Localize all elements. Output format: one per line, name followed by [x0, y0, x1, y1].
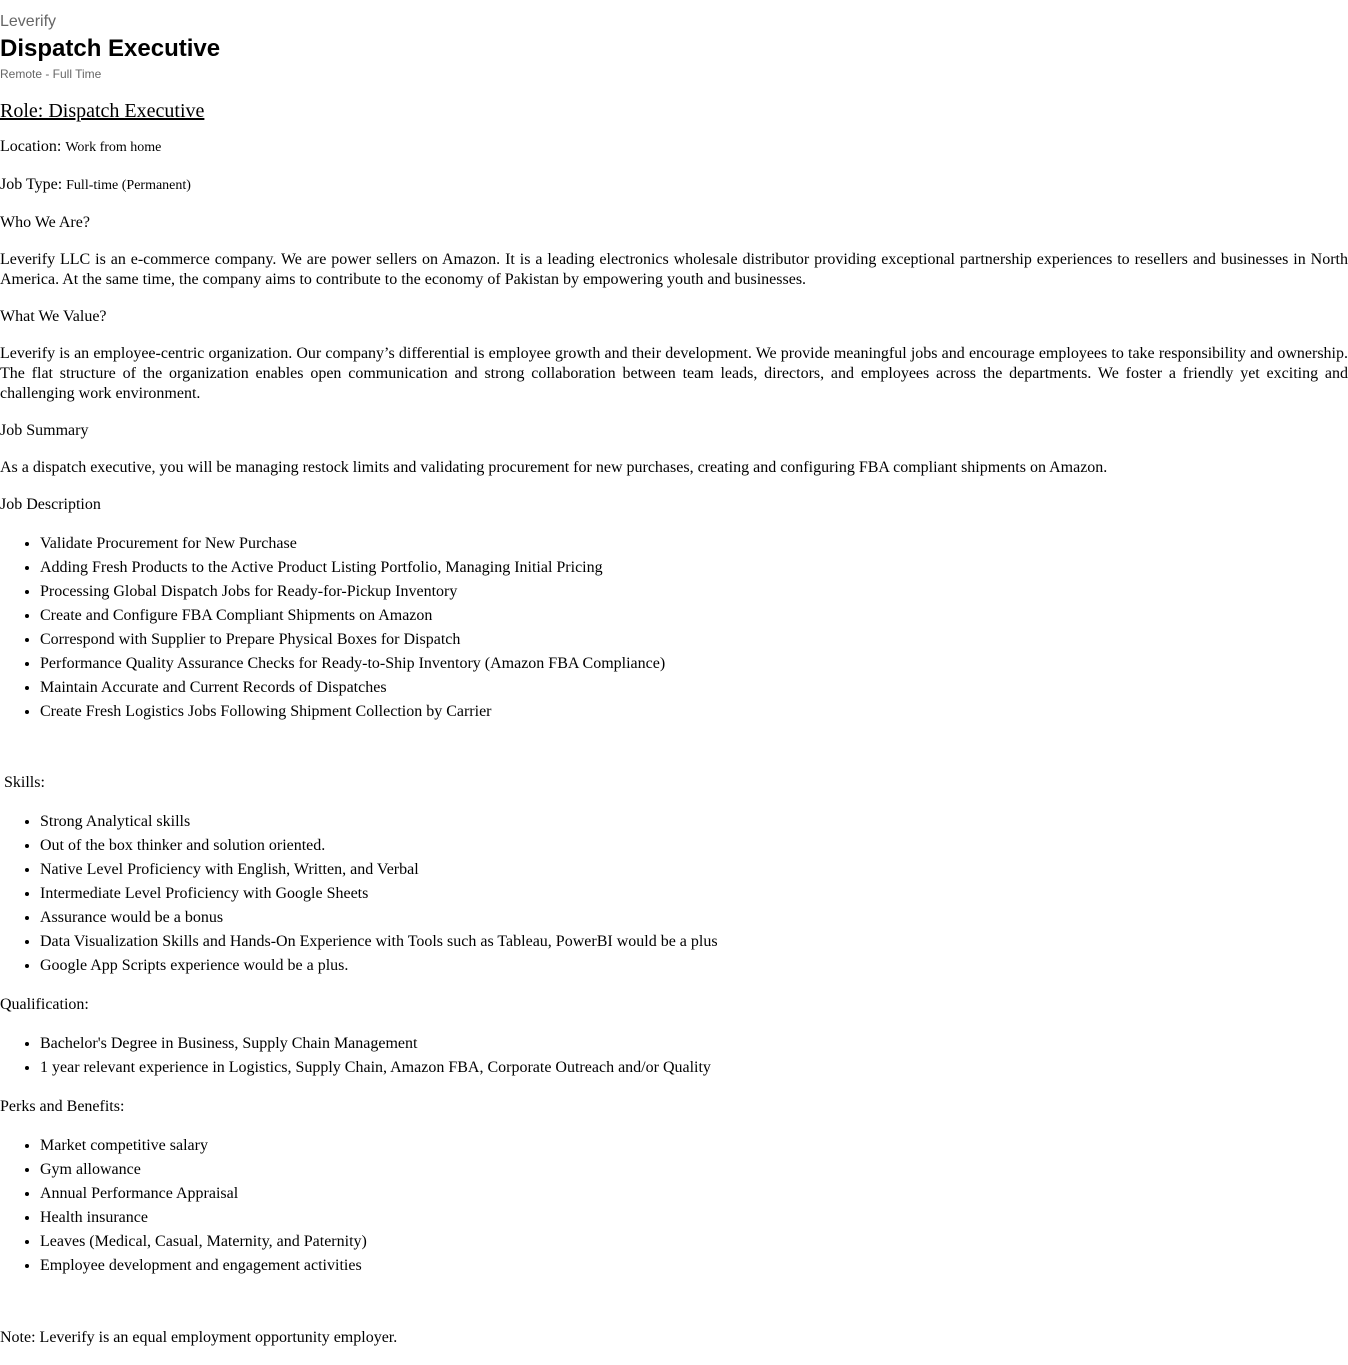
list-item: • Bachelor's Degree in Business, Supply Chain Management — [40, 1032, 1348, 1056]
summary-text: As a dispatch executive, you will be managing restock limits and validating procurement for new purchases, creating and configuring FBA compliant shipments on Amazon. — [0, 459, 1108, 476]
qualification-list — [0, 1032, 1348, 1080]
list-item: • Employee development and engagement activities — [40, 1254, 1348, 1278]
location-line — [0, 137, 1348, 158]
list-item: • Google App Scripts experience would be a plus. — [40, 954, 1348, 978]
list-item: • Market competitive salary — [40, 1134, 1348, 1158]
list-item: • Adding Fresh Products to the Active Product Listing Portfolio, Managing Initial Pricing — [40, 556, 1348, 580]
job-title: Dispatch Executive — [0, 35, 221, 62]
list-item: • Native Level Proficiency with English, Written, and Verbal — [40, 858, 1348, 882]
role-heading: Role: Dispatch Executive — [0, 100, 205, 122]
value-heading: What We Value? — [0, 308, 107, 325]
location-label: Location: — [0, 138, 66, 155]
list-item: • Create Fresh Logistics Jobs Following Shipment Collection by Carrier — [40, 700, 1348, 724]
jobtype-value: Full-time (Permanent) — [66, 178, 191, 193]
spacer — [0, 1295, 1348, 1328]
qualification-heading: Qualification: — [0, 996, 89, 1013]
skills-list — [0, 810, 1348, 978]
list-item: • Annual Performance Appraisal — [40, 1182, 1348, 1206]
list-item: • Correspond with Supplier to Prepare Physical Boxes for Dispatch — [40, 628, 1348, 652]
list-item: • Processing Global Dispatch Jobs for Ready-for-Pickup Inventory — [40, 580, 1348, 604]
who-heading: Who We Are? — [0, 214, 90, 231]
summary-heading: Job Summary — [0, 422, 89, 439]
list-item: • Gym allowance — [40, 1158, 1348, 1182]
job-subtitle: Remote - Full Time — [0, 67, 102, 81]
list-item: • 1 year relevant experience in Logistics, Supply Chain, Amazon FBA, Corporate Outreach and/or Quality — [40, 1056, 1348, 1080]
list-item: • Out of the box thinker and solution oriented. — [40, 834, 1348, 858]
skills-heading: Skills: — [0, 774, 45, 791]
who-text: Leverify LLC is an e-commerce company. We are power sellers on Amazon. It is a leading electronics wholesale distributor providing exceptional partnership experiences to resellers and businesses in North America. At the same time, the company aims to contribute to the economy of Pakistan by empowering youth and businesses. — [0, 251, 1348, 288]
list-item: • Leaves (Medical, Casual, Maternity, and Paternity) — [40, 1230, 1348, 1254]
location-value: Work from home — [65, 140, 162, 155]
list-item: • Create and Configure FBA Compliant Shipments on Amazon — [40, 604, 1348, 628]
value-text: Leverify is an employee-centric organization. Our company’s differential is employee growth and their development. We provide meaningful jobs and encourage employees to take responsibility and ownership. The flat structure of the organization enables open communication and strong collaboration between team leads, directors, and employees across the departments. We foster a friendly yet exciting and challenging work environment. — [0, 345, 1348, 402]
list-item: • Maintain Accurate and Current Records of Dispatches — [40, 676, 1348, 700]
description-list — [0, 532, 1348, 724]
list-item: • Health insurance — [40, 1206, 1348, 1230]
jobtype-label: Job Type: — [0, 176, 67, 193]
list-item: • Performance Quality Assurance Checks for Ready-to-Ship Inventory (Amazon FBA Compliance) — [40, 652, 1348, 676]
list-item: • Assurance would be a bonus — [40, 906, 1348, 930]
description-heading: Job Description — [0, 496, 101, 513]
list-item: • Validate Procurement for New Purchase — [40, 532, 1348, 556]
perks-heading: Perks and Benefits: — [0, 1098, 125, 1115]
note-text: Note: Leverify is an equal employment opportunity employer. — [0, 1329, 398, 1346]
list-item: • Data Visualization Skills and Hands-On Experience with Tools such as Tableau, PowerBI would be a plus — [40, 930, 1348, 954]
jobtype-line — [0, 175, 1348, 196]
job-description-body — [0, 99, 1348, 1365]
company-name: Leverify — [0, 13, 57, 30]
spacer — [0, 741, 1348, 773]
list-item: • Intermediate Level Proficiency with Google Sheets — [40, 882, 1348, 906]
perks-list — [0, 1134, 1348, 1278]
list-item: • Strong Analytical skills — [40, 810, 1348, 834]
